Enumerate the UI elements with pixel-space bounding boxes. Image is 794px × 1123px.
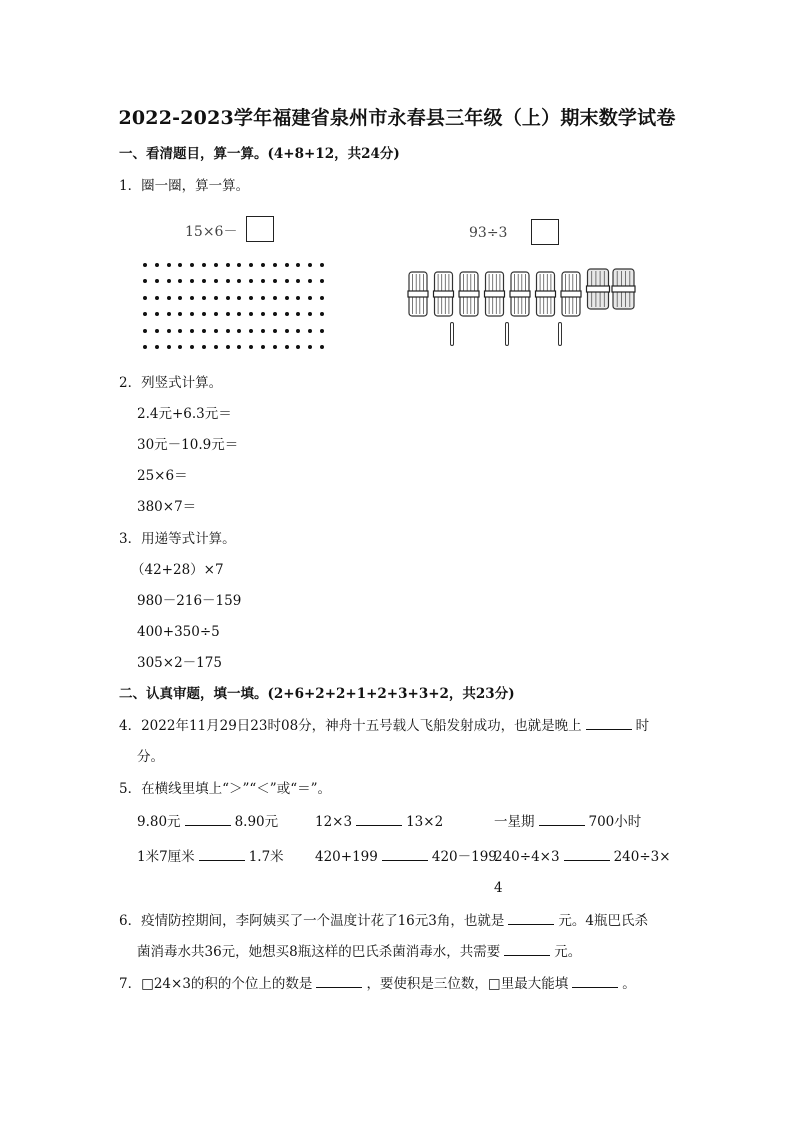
dot xyxy=(202,296,206,300)
q5-compare-item xyxy=(315,848,497,866)
dot xyxy=(285,329,289,333)
dot xyxy=(308,312,312,316)
dot xyxy=(249,345,253,349)
stick-bundle xyxy=(561,272,581,316)
dot xyxy=(190,329,194,333)
page-title: 2022-2023学年福建省泉州市永春县三年级（上）期末数学试卷 xyxy=(118,107,676,129)
q7-line xyxy=(119,975,636,993)
dot xyxy=(249,263,253,267)
q1-left-answer-box[interactable] xyxy=(246,216,274,242)
stick-bundle xyxy=(510,272,530,316)
q7-text: 。 xyxy=(622,976,636,992)
dot xyxy=(308,263,312,267)
dot xyxy=(285,345,289,349)
dot xyxy=(202,263,206,267)
q4-line-2: 分。 xyxy=(137,749,164,765)
dot xyxy=(273,329,277,333)
dot xyxy=(296,312,300,316)
dot xyxy=(296,345,300,349)
dot xyxy=(308,345,312,349)
dot xyxy=(155,345,159,349)
stick-bundle xyxy=(536,272,556,316)
dot xyxy=(178,279,182,283)
dot xyxy=(178,345,182,349)
dot xyxy=(214,312,218,316)
dot xyxy=(190,263,194,267)
dot xyxy=(237,279,241,283)
stick-bundle xyxy=(408,272,428,316)
dot xyxy=(214,345,218,349)
dot xyxy=(214,296,218,300)
section-2-heading: 二、认真审题，填一填。(2+6+2+2+1+2+3+3+2，共23分) xyxy=(119,686,515,702)
q6-text: 菌消毒水共36元，她想买8瓶这样的巴氏杀菌消毒水，共需要 xyxy=(137,944,501,960)
dot xyxy=(261,279,265,283)
q6-text: 6．疫情防控期间，李阿姨买了一个温度计花了16元3角，也就是 xyxy=(119,913,505,929)
single-stick xyxy=(450,322,454,346)
dot xyxy=(178,263,182,267)
q5-prompt: 5．在横线里填上“＞”“＜”或“＝”。 xyxy=(119,781,331,797)
q7-blank-2[interactable] xyxy=(572,975,618,988)
q5-compare-item xyxy=(315,813,443,831)
dot xyxy=(190,296,194,300)
dot xyxy=(261,345,265,349)
dot xyxy=(273,312,277,316)
dot xyxy=(320,263,324,267)
dot xyxy=(214,329,218,333)
compare-left: 一星期 xyxy=(494,814,535,830)
dot xyxy=(155,296,159,300)
dot xyxy=(143,296,147,300)
stick-bundles xyxy=(405,264,665,324)
q6-text: 元。4瓶巴氏杀 xyxy=(558,913,648,929)
dot xyxy=(237,312,241,316)
dot xyxy=(320,296,324,300)
compare-blank[interactable] xyxy=(356,813,402,826)
dot xyxy=(226,312,230,316)
q2-item: 25×6＝ xyxy=(137,468,188,484)
dot xyxy=(155,263,159,267)
q1-prompt: 1．圈一圈，算一算。 xyxy=(119,178,250,194)
dot xyxy=(167,345,171,349)
q5-compare-item xyxy=(494,848,671,866)
q1-left-expression: 15×6－ xyxy=(185,224,238,240)
compare-right: 8.90元 xyxy=(234,814,279,830)
compare-left: 9.80元 xyxy=(137,814,181,830)
dot xyxy=(296,329,300,333)
dot xyxy=(155,329,159,333)
dot xyxy=(249,312,253,316)
dot xyxy=(237,263,241,267)
compare-blank[interactable] xyxy=(199,848,245,861)
q3-item: 305×2－175 xyxy=(137,655,222,671)
dot xyxy=(226,345,230,349)
dot xyxy=(285,263,289,267)
stick-bundle xyxy=(485,272,505,316)
compare-blank[interactable] xyxy=(382,848,428,861)
q2-item: 380×7＝ xyxy=(137,499,197,515)
dot xyxy=(143,263,147,267)
q3-item: 400+350÷5 xyxy=(137,624,220,640)
dot xyxy=(273,263,277,267)
dot xyxy=(273,279,277,283)
compare-right: 1.7米 xyxy=(248,849,284,865)
q2-prompt: 2．列竖式计算。 xyxy=(119,375,223,391)
dot xyxy=(226,296,230,300)
dot xyxy=(143,329,147,333)
dot xyxy=(155,279,159,283)
dot xyxy=(143,279,147,283)
dot xyxy=(285,279,289,283)
stick-bundle xyxy=(459,272,479,316)
dot xyxy=(214,263,218,267)
q2-item: 30元－10.9元＝ xyxy=(137,437,239,453)
dot xyxy=(320,312,324,316)
dot xyxy=(214,279,218,283)
compare-blank[interactable] xyxy=(539,813,585,826)
dot xyxy=(226,329,230,333)
dot xyxy=(285,312,289,316)
q3-item: 980－216－159 xyxy=(137,593,242,609)
dot xyxy=(308,279,312,283)
compare-blank[interactable] xyxy=(185,813,231,826)
stick-bundle xyxy=(612,269,635,309)
dot xyxy=(249,279,253,283)
q5-wrap-text: 4 xyxy=(494,880,503,896)
dot xyxy=(237,296,241,300)
dot xyxy=(190,345,194,349)
q6-line-1 xyxy=(119,912,648,930)
q4-line-1 xyxy=(119,717,649,735)
dot xyxy=(261,312,265,316)
dot xyxy=(167,312,171,316)
dot xyxy=(320,329,324,333)
compare-left: 240÷4×3 xyxy=(494,849,560,865)
q5-compare-item xyxy=(137,813,278,831)
q1-right-answer-box[interactable] xyxy=(531,219,559,245)
dot xyxy=(226,263,230,267)
q6-blank-1[interactable] xyxy=(508,912,554,925)
dot xyxy=(202,279,206,283)
dot xyxy=(190,312,194,316)
dot xyxy=(249,296,253,300)
q4-text: 4．2022年11月29日23时08分，神舟十五号载人飞船发射成功，也就是晚上 xyxy=(119,718,582,734)
dot xyxy=(320,279,324,283)
q7-text: ，要使积是三位数，□里最大能填 xyxy=(366,976,569,992)
dot xyxy=(261,296,265,300)
dot xyxy=(320,345,324,349)
dot xyxy=(308,329,312,333)
dot xyxy=(202,329,206,333)
q4-blank[interactable] xyxy=(586,717,632,730)
dot xyxy=(296,263,300,267)
dot xyxy=(143,345,147,349)
dot xyxy=(296,296,300,300)
compare-left: 12×3 xyxy=(315,814,353,830)
dot xyxy=(143,312,147,316)
dot xyxy=(273,296,277,300)
q7-blank-1[interactable] xyxy=(316,975,362,988)
dot xyxy=(155,312,159,316)
q5-compare-item xyxy=(494,813,641,831)
q6-text: 元。 xyxy=(554,944,582,960)
dot xyxy=(178,312,182,316)
dot xyxy=(167,296,171,300)
dot xyxy=(237,345,241,349)
compare-right: 13×2 xyxy=(406,814,444,830)
q7-text: 7．□24×3的积的个位上的数是 xyxy=(119,976,313,992)
compare-right: 240÷3× xyxy=(613,849,671,865)
dot xyxy=(261,329,265,333)
dot xyxy=(178,329,182,333)
dot xyxy=(167,263,171,267)
compare-left: 420+199 xyxy=(315,849,378,865)
q5-compare-item xyxy=(137,848,284,866)
single-stick xyxy=(505,322,509,346)
dot xyxy=(249,329,253,333)
dot xyxy=(237,329,241,333)
compare-right: 420－199 xyxy=(431,849,497,865)
q3-item: （42+28）×7 xyxy=(131,562,224,578)
q1-right-expression: 93÷3 xyxy=(469,225,508,241)
dot xyxy=(190,279,194,283)
single-stick xyxy=(558,322,562,346)
dot xyxy=(261,263,265,267)
q2-item: 2.4元+6.3元＝ xyxy=(137,406,232,422)
stick-bundle xyxy=(434,272,454,316)
dot xyxy=(285,296,289,300)
section-1-heading: 一、看清题目，算一算。(4+8+12，共24分) xyxy=(119,146,400,162)
q4-tail: 时 xyxy=(635,718,650,734)
compare-right: 700小时 xyxy=(588,814,642,830)
dot xyxy=(296,279,300,283)
dot xyxy=(308,296,312,300)
dot xyxy=(202,345,206,349)
dot xyxy=(226,279,230,283)
dot xyxy=(167,279,171,283)
compare-blank[interactable] xyxy=(564,848,610,861)
dot xyxy=(167,329,171,333)
q6-blank-2[interactable] xyxy=(504,943,550,956)
dot xyxy=(273,345,277,349)
q3-prompt: 3．用递等式计算。 xyxy=(119,531,236,547)
dot xyxy=(202,312,206,316)
dot xyxy=(178,296,182,300)
compare-left: 1米7厘米 xyxy=(137,849,195,865)
q6-line-2 xyxy=(137,943,581,961)
stick-bundle xyxy=(587,269,610,309)
